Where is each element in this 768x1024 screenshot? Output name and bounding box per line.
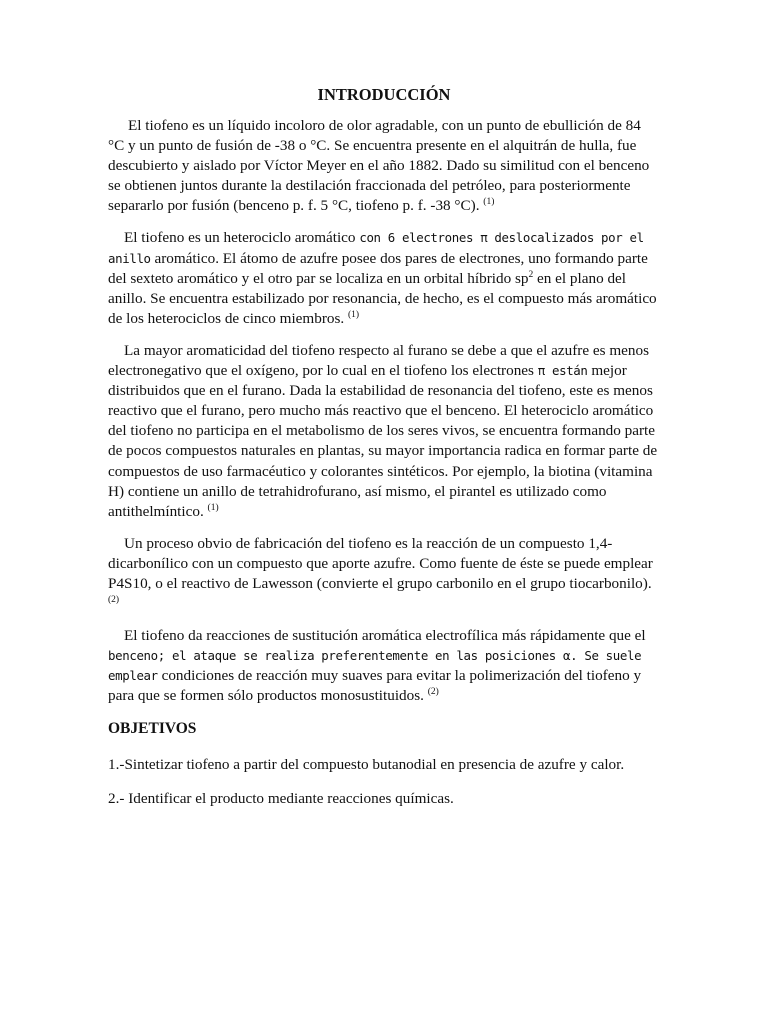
objective-item-1: 1.-Sintetizar tiofeno a partir del compuesto butanodial en presencia de azufre y calor. xyxy=(108,755,625,773)
intro-paragraph-2 xyxy=(108,228,660,328)
objective-item-2: 2.- Identificar el producto mediante reacciones químicas. xyxy=(108,789,454,807)
paragraph-text: El tiofeno es un heterociclo aromático xyxy=(124,229,360,247)
paragraph-text-alt-font: con 6 electrones π deslocalizados por el anillo xyxy=(108,230,644,266)
citation-ref: (1) xyxy=(207,502,219,513)
intro-paragraph-3 xyxy=(108,341,660,522)
superscript: 2 xyxy=(528,269,534,280)
paragraph-text: El tiofeno da reacciones de sustitución aromática electrofílica más rápidamente que el xyxy=(124,627,646,645)
paragraph-text: aromático. El átomo de azufre posee dos pares de electrones, uno formando parte del sexteto aromático y el otro par se localiza en un orbital híbrido sp xyxy=(108,249,648,287)
paragraph-text: condiciones de reacción muy suaves para evitar la polimerización del tiofeno y para que se formen sólo productos monosustituidos. xyxy=(108,667,642,705)
intro-paragraph-4 xyxy=(108,534,660,614)
paragraph-text: en el plano del anillo. Se encuentra estabilizado por resonancia, de hecho, es el compuesto más aromático de los heterociclos de cinco miembros. xyxy=(108,269,657,327)
citation-ref: (1) xyxy=(483,197,495,208)
citation-ref: (2) xyxy=(108,595,120,606)
citation-ref: (2) xyxy=(427,687,439,698)
citation-ref: (1) xyxy=(347,309,360,320)
page-title: INTRODUCCIÓN xyxy=(317,85,451,104)
paragraph-text: El tiofeno es un líquido incoloro de olor agradable, con un punto de ebullición de 84 °C y un punto de fusión de -38 o °C. Se encuentra presente en el alquitrán de hulla, fue descubierto y aislado por Víctor Meyer en el año 1882. Dado su similitud con el benceno se obtienen juntos durante la destilación fraccionada del petróleo, para posteriormente separarlo por fusión (benceno p. f. 5 °C, tiofeno p. f. -38 °C). xyxy=(108,117,650,215)
intro-paragraph-1 xyxy=(108,116,660,216)
paragraph-text-alt-font: benceno; el ataque se realiza preferentemente en las posiciones α. Se suele emplear xyxy=(108,648,642,684)
paragraph-text-alt-font: π están xyxy=(537,363,588,379)
intro-paragraph-5 xyxy=(108,626,660,706)
section-heading-objectives: OBJETIVOS xyxy=(108,719,197,737)
paragraph-text: La mayor aromaticidad del tiofeno respecto al furano se debe a que el azufre es menos electronegativo que el oxígeno, por lo cual en el tiofeno los electrones xyxy=(108,341,649,380)
paragraph-text: Un proceso obvio de fabricación del tiofeno es la reacción de un compuesto 1,4-dicarbonílico con un compuesto que aporte azufre. Como fuente de éste se puede emplear P4S10, o el reactivo de Lawesson (convierte el grupo carbonilo en el grupo tiocarbonilo). xyxy=(108,534,653,592)
paragraph-text: mejor distribuidos que en el furano. Dada la estabilidad de resonancia del tiofeno, este es menos reactivo que el furano, pero mucho más reactivo que el benceno. El heterociclo aromático del tiofeno no participa en el metabolismo de los seres vivos, se encuentra formando parte de pocos compuestos naturales en plantas, su mayor importancia radica en formar parte de compuestos de uso farmacéutico y colorantes sintéticos. Por ejemplo, la biotina (vitamina H) contiene un anillo de tetrahidrofurano, así mismo, el pirantel es utilizado como antithelmíntico. xyxy=(108,362,658,520)
